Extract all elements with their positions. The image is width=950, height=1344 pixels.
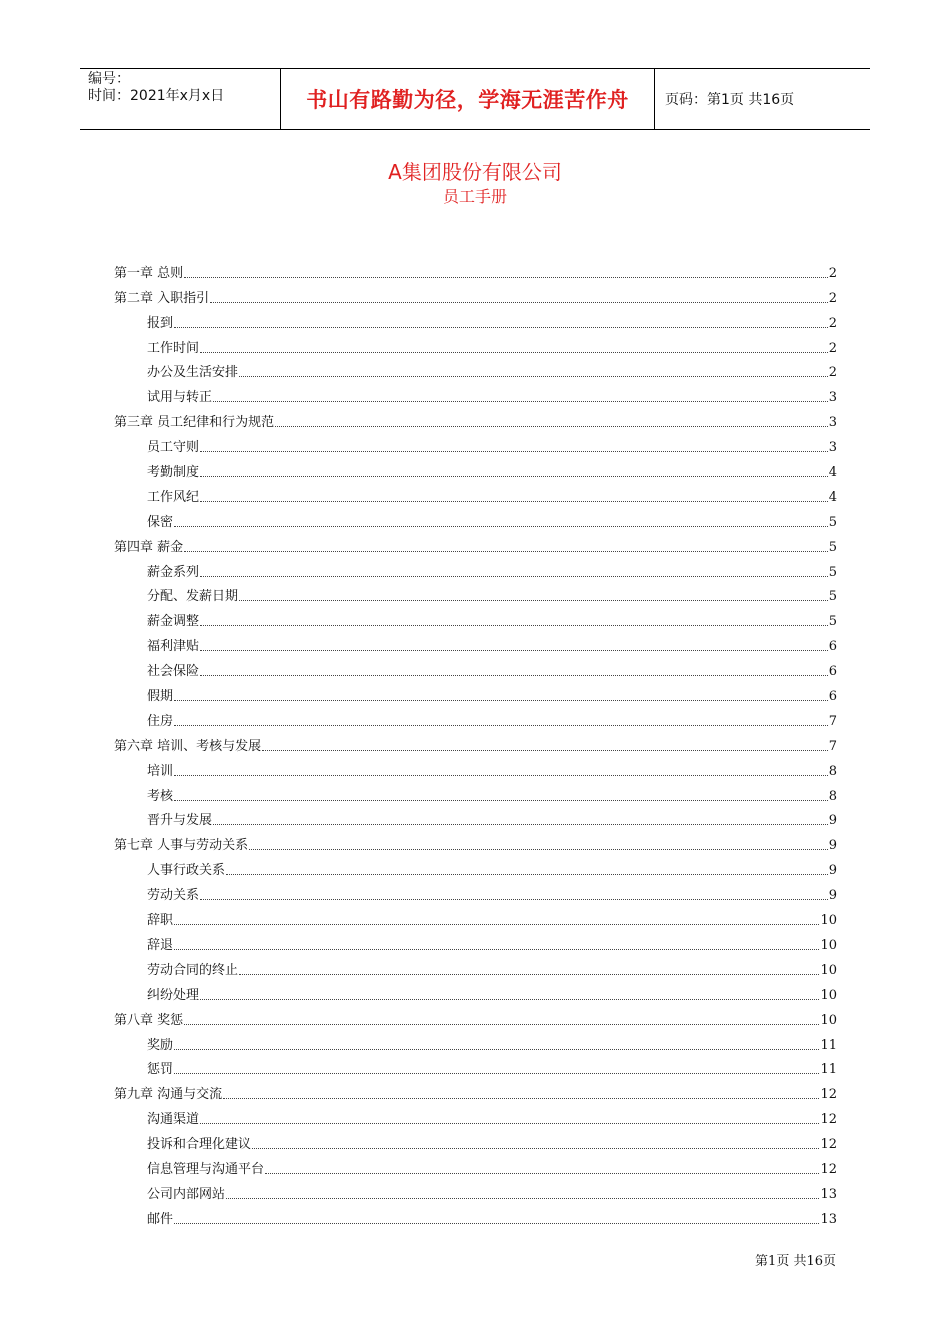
- toc-page-number: 10: [820, 987, 837, 1003]
- toc-entry-label: 劳动合同的终止: [147, 962, 239, 978]
- page-footer: 第1页 共16页: [755, 1254, 836, 1269]
- toc-entry-label: 辞退: [147, 937, 174, 953]
- toc-page-number: 7: [828, 738, 837, 754]
- toc-leader-dots: [174, 326, 828, 328]
- toc-entry-label: 沟通渠道: [147, 1112, 200, 1128]
- toc-leader-dots: [262, 749, 828, 751]
- toc-leader-dots: [239, 599, 828, 601]
- toc-section-entry[interactable]: [114, 779, 837, 804]
- toc-entry-label: 员工守则: [147, 440, 200, 456]
- toc-page-number: 9: [828, 838, 837, 854]
- toc-entry-label: 工作时间: [147, 340, 200, 356]
- toc-entry-label: 试用与转正: [147, 390, 213, 406]
- toc-page-number: 5: [828, 539, 837, 555]
- table-of-contents: [114, 256, 837, 1227]
- toc-page-number: 9: [828, 863, 837, 879]
- toc-section-entry[interactable]: [114, 1102, 837, 1127]
- toc-entry-label: 工作风纪: [147, 489, 200, 505]
- toc-leader-dots: [265, 1172, 819, 1174]
- toc-section-entry[interactable]: [114, 804, 837, 829]
- toc-page-number: 12: [820, 1137, 837, 1153]
- toc-leader-dots: [200, 475, 828, 477]
- toc-entry-label: 第八章 奖惩: [114, 1012, 184, 1028]
- toc-page-number: 5: [828, 589, 837, 605]
- toc-leader-dots: [200, 898, 828, 900]
- toc-section-entry[interactable]: [114, 356, 837, 381]
- toc-page-number: 3: [828, 440, 837, 456]
- toc-section-entry[interactable]: [114, 754, 837, 779]
- toc-leader-dots: [174, 948, 819, 950]
- toc-entry-label: 办公及生活安排: [147, 365, 239, 381]
- toc-page-number: 3: [828, 415, 837, 431]
- toc-section-entry[interactable]: [114, 480, 837, 505]
- toc-page-number: 3: [828, 390, 837, 406]
- toc-entry-label: 报到: [147, 315, 174, 331]
- toc-page-number: 11: [820, 1037, 837, 1053]
- toc-leader-dots: [174, 699, 828, 701]
- toc-page-number: 7: [828, 713, 837, 729]
- toc-leader-dots: [252, 1147, 819, 1149]
- toc-leader-dots: [174, 774, 828, 776]
- toc-leader-dots: [174, 1222, 819, 1224]
- toc-entry-label: 第一章 总则: [114, 265, 184, 281]
- toc-entry-label: 假期: [147, 689, 174, 705]
- toc-section-entry[interactable]: [114, 704, 837, 729]
- header-motto: 书山有路勤为径，学海无涯苦作舟: [281, 69, 655, 129]
- toc-leader-dots: [249, 848, 828, 850]
- toc-page-number: 9: [828, 813, 837, 829]
- toc-entry-label: 辞职: [147, 913, 174, 929]
- toc-entry-label: 邮件: [147, 1211, 174, 1227]
- toc-page-number: 6: [828, 664, 837, 680]
- handbook-subtitle: 员工手册: [442, 187, 507, 206]
- toc-leader-dots: [223, 1097, 819, 1099]
- toc-chapter-entry[interactable]: [114, 1003, 837, 1028]
- toc-entry-label: 信息管理与沟通平台: [147, 1161, 265, 1177]
- toc-entry-label: 第七章 人事与劳动关系: [114, 838, 249, 854]
- time-label: 时间：2021年x月x日: [88, 88, 225, 104]
- toc-section-entry[interactable]: [114, 1127, 837, 1152]
- toc-leader-dots: [174, 1072, 819, 1074]
- toc-leader-dots: [174, 525, 828, 527]
- toc-entry-label: 投诉和合理化建议: [147, 1137, 252, 1153]
- toc-page-number: 10: [820, 1012, 837, 1028]
- toc-chapter-entry[interactable]: [114, 281, 837, 306]
- toc-page-number: 2: [828, 340, 837, 356]
- toc-page-number: 10: [820, 962, 837, 978]
- toc-section-entry[interactable]: [114, 306, 837, 331]
- toc-section-entry[interactable]: [114, 978, 837, 1003]
- toc-entry-label: 薪金调整: [147, 614, 200, 630]
- number-label: 编号：: [88, 71, 130, 87]
- toc-leader-dots: [200, 998, 819, 1000]
- toc-page-number: 12: [820, 1112, 837, 1128]
- company-title: A集团股份有限公司: [388, 160, 562, 184]
- toc-chapter-entry[interactable]: [114, 405, 837, 430]
- toc-page-number: 13: [820, 1186, 837, 1202]
- toc-entry-label: 第六章 培训、考核与发展: [114, 738, 262, 754]
- toc-entry-label: 社会保险: [147, 664, 200, 680]
- toc-leader-dots: [200, 500, 828, 502]
- toc-section-entry[interactable]: [114, 1202, 837, 1227]
- toc-leader-dots: [226, 873, 828, 875]
- document-header: [80, 68, 870, 130]
- toc-section-entry[interactable]: [114, 331, 837, 356]
- toc-leader-dots: [174, 923, 819, 925]
- toc-section-entry[interactable]: [114, 679, 837, 704]
- toc-section-entry[interactable]: [114, 505, 837, 530]
- toc-leader-dots: [200, 450, 828, 452]
- toc-leader-dots: [200, 674, 828, 676]
- toc-leader-dots: [200, 1122, 819, 1124]
- toc-entry-label: 惩罚: [147, 1062, 174, 1078]
- toc-page-number: 8: [828, 763, 837, 779]
- toc-chapter-entry[interactable]: [114, 828, 837, 853]
- toc-chapter-entry[interactable]: [114, 530, 837, 555]
- toc-leader-dots: [174, 799, 828, 801]
- toc-leader-dots: [174, 1048, 819, 1050]
- toc-entry-label: 奖励: [147, 1037, 174, 1053]
- toc-leader-dots: [184, 276, 828, 278]
- toc-entry-label: 第四章 薪金: [114, 539, 184, 555]
- toc-entry-label: 考核: [147, 788, 174, 804]
- toc-page-number: 5: [828, 614, 837, 630]
- toc-section-entry[interactable]: [114, 555, 837, 580]
- toc-entry-label: 薪金系列: [147, 564, 200, 580]
- toc-page-number: 2: [828, 315, 837, 331]
- toc-page-number: 8: [828, 788, 837, 804]
- toc-entry-label: 福利津贴: [147, 639, 200, 655]
- toc-page-number: 9: [828, 888, 837, 904]
- header-page-label: 页码：第1页 共16页: [665, 92, 795, 108]
- toc-leader-dots: [174, 724, 828, 726]
- toc-page-number: 6: [828, 689, 837, 705]
- toc-entry-label: 分配、发薪日期: [147, 589, 239, 605]
- toc-page-number: 10: [820, 937, 837, 953]
- toc-section-entry[interactable]: [114, 455, 837, 480]
- toc-page-number: 4: [828, 465, 837, 481]
- toc-section-entry[interactable]: [114, 629, 837, 654]
- toc-entry-label: 第九章 沟通与交流: [114, 1087, 223, 1103]
- toc-section-entry[interactable]: [114, 928, 837, 953]
- toc-entry-label: 第三章 员工纪律和行为规范: [114, 415, 275, 431]
- toc-leader-dots: [200, 624, 828, 626]
- toc-page-number: 2: [828, 365, 837, 381]
- toc-entry-label: 公司内部网站: [147, 1186, 226, 1202]
- toc-entry-label: 人事行政关系: [147, 863, 226, 879]
- toc-entry-label: 晋升与发展: [147, 813, 213, 829]
- toc-entry-label: 保密: [147, 514, 174, 530]
- toc-section-entry[interactable]: [114, 878, 837, 903]
- toc-section-entry[interactable]: [114, 654, 837, 679]
- toc-leader-dots: [184, 1023, 819, 1025]
- toc-section-entry[interactable]: [114, 853, 837, 878]
- toc-leader-dots: [200, 649, 828, 651]
- toc-entry-label: 住房: [147, 713, 174, 729]
- toc-leader-dots: [184, 550, 828, 552]
- header-meta: [80, 69, 281, 129]
- toc-entry-label: 考勤制度: [147, 465, 200, 481]
- toc-page-number: 5: [828, 564, 837, 580]
- toc-section-entry[interactable]: [114, 430, 837, 455]
- toc-page-number: 2: [828, 265, 837, 281]
- toc-section-entry[interactable]: [114, 1028, 837, 1053]
- toc-leader-dots: [275, 425, 828, 427]
- toc-page-number: 11: [820, 1062, 837, 1078]
- toc-entry-label: 劳动关系: [147, 888, 200, 904]
- toc-leader-dots: [239, 375, 828, 377]
- toc-section-entry[interactable]: [114, 903, 837, 928]
- toc-page-number: 12: [820, 1087, 837, 1103]
- toc-entry-label: 纠纷处理: [147, 987, 200, 1003]
- toc-leader-dots: [239, 973, 819, 975]
- toc-entry-label: 第二章 入职指引: [114, 290, 210, 306]
- toc-chapter-entry[interactable]: [114, 729, 837, 754]
- toc-leader-dots: [210, 301, 828, 303]
- toc-page-number: 5: [828, 514, 837, 530]
- toc-page-number: 12: [820, 1161, 837, 1177]
- toc-section-entry[interactable]: [114, 580, 837, 605]
- toc-leader-dots: [213, 400, 828, 402]
- toc-section-entry[interactable]: [114, 604, 837, 629]
- toc-page-number: 6: [828, 639, 837, 655]
- toc-section-entry[interactable]: [114, 1152, 837, 1177]
- toc-leader-dots: [226, 1197, 819, 1199]
- toc-leader-dots: [213, 823, 828, 825]
- toc-page-number: 13: [820, 1211, 837, 1227]
- toc-section-entry[interactable]: [114, 953, 837, 978]
- toc-leader-dots: [200, 351, 828, 353]
- toc-section-entry[interactable]: [114, 1053, 837, 1078]
- toc-section-entry[interactable]: [114, 1177, 837, 1202]
- toc-entry-label: 培训: [147, 763, 174, 779]
- toc-page-number: 4: [828, 489, 837, 505]
- toc-section-entry[interactable]: [114, 380, 837, 405]
- toc-page-number: 2: [828, 290, 837, 306]
- toc-page-number: 10: [820, 913, 837, 929]
- toc-chapter-entry[interactable]: [114, 256, 837, 281]
- toc-chapter-entry[interactable]: [114, 1077, 837, 1102]
- toc-leader-dots: [200, 575, 828, 577]
